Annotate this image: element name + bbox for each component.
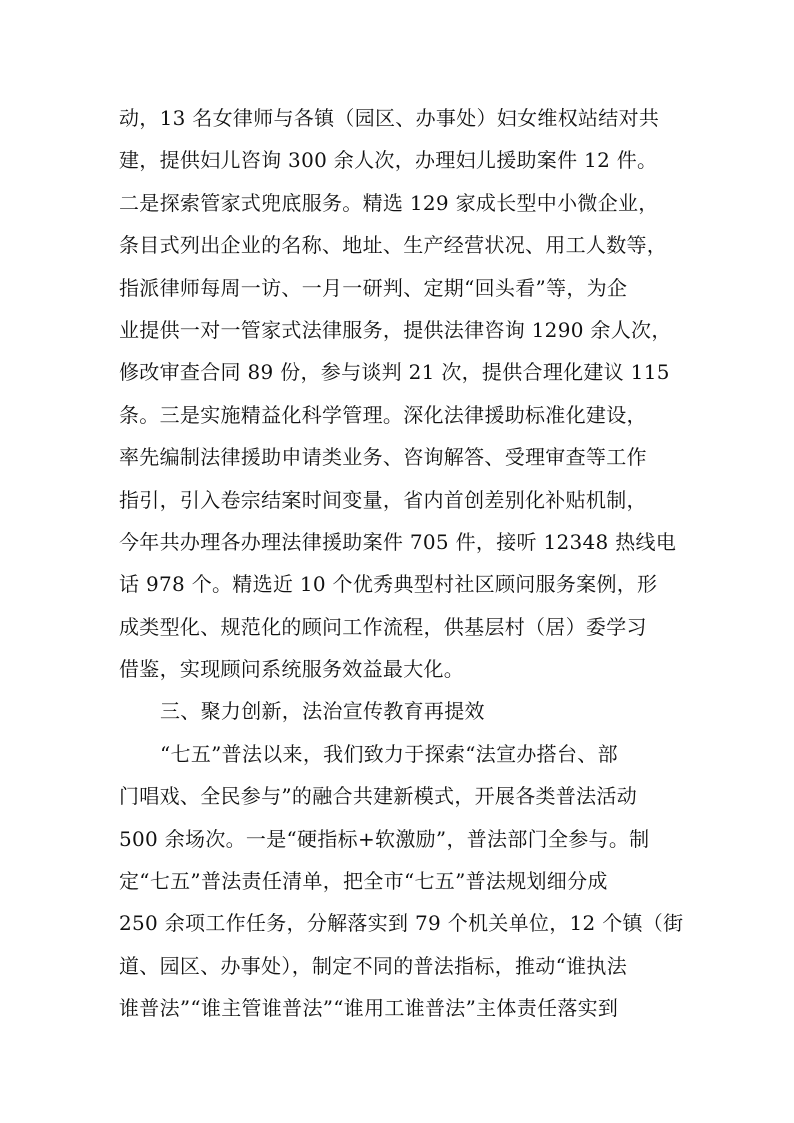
text-line: 指引，引入卷宗结案时间变量，省内首创差别化补贴机制， (119, 487, 647, 512)
text-line: 建，提供妇儿咨询 300 余人次，办理妇儿援助案件 12 件。 (119, 148, 658, 173)
text-line: 修改审查合同 89 份，参与谈判 21 次，提供合理化建议 115 (119, 360, 670, 385)
text-line: 500 余场次。一是“硬指标+软激励”，普法部门全参与。制 (119, 826, 650, 851)
text-line: 定“七五”普法责任清单，把全市“七五”普法规划细分成 (119, 869, 608, 894)
text-line: 成类型化、规范化的顾问工作流程，供基层村（居）委学习 (119, 614, 647, 639)
text-line: 业提供一对一管家式法律服务，提供法律咨询 1290 余人次， (119, 317, 672, 342)
text-line: 250 余项工作任务，分解落实到 79 个机关单位，12 个镇（街 (119, 911, 684, 936)
document-body (119, 97, 684, 1030)
text-line: 今年共办理各办理法律援助案件 705 件，接听 12348 热线电 (119, 529, 677, 554)
text-line: 率先编制法律援助申请类业务、咨询解答、受理审查等工作 (119, 445, 647, 470)
text-line: 二是探索管家式兜底服务。精选 129 家成长型中小微企业， (119, 190, 659, 215)
section-heading: 三、聚力创新，法治宣传教育再提效 (160, 699, 485, 724)
text-line: 条目式列出企业的名称、地址、生产经营状况、用工人数等， (119, 233, 668, 258)
text-line: 指派律师每周一访、一月一研判、定期“回头看”等，为企 (119, 275, 628, 300)
text-line: 动，13 名女律师与各镇（园区、办事处）妇女维权站结对共 (119, 106, 660, 130)
text-line: 条。三是实施精益化科学管理。深化法律援助标准化建设， (119, 402, 647, 427)
text-line: 谁普法”“谁主管谁普法”“谁用工谁普法”主体责任落实到 (119, 996, 619, 1021)
paragraph-first-line: “七五”普法以来，我们致力于探索“法宣办搭台、部 (160, 741, 618, 766)
text-line: 借鉴，实现顾问系统服务效益最大化。 (119, 657, 465, 682)
text-line: 话 978 个。精选近 10 个优秀典型村社区顾问服务案例，形 (119, 572, 658, 597)
text-line: 道、园区、办事处），制定不同的普法指标，推动“谁执法 (119, 953, 628, 978)
text-line: 门唱戏、全民参与”的融合共建新模式，开展各类普法活动 (119, 784, 638, 809)
